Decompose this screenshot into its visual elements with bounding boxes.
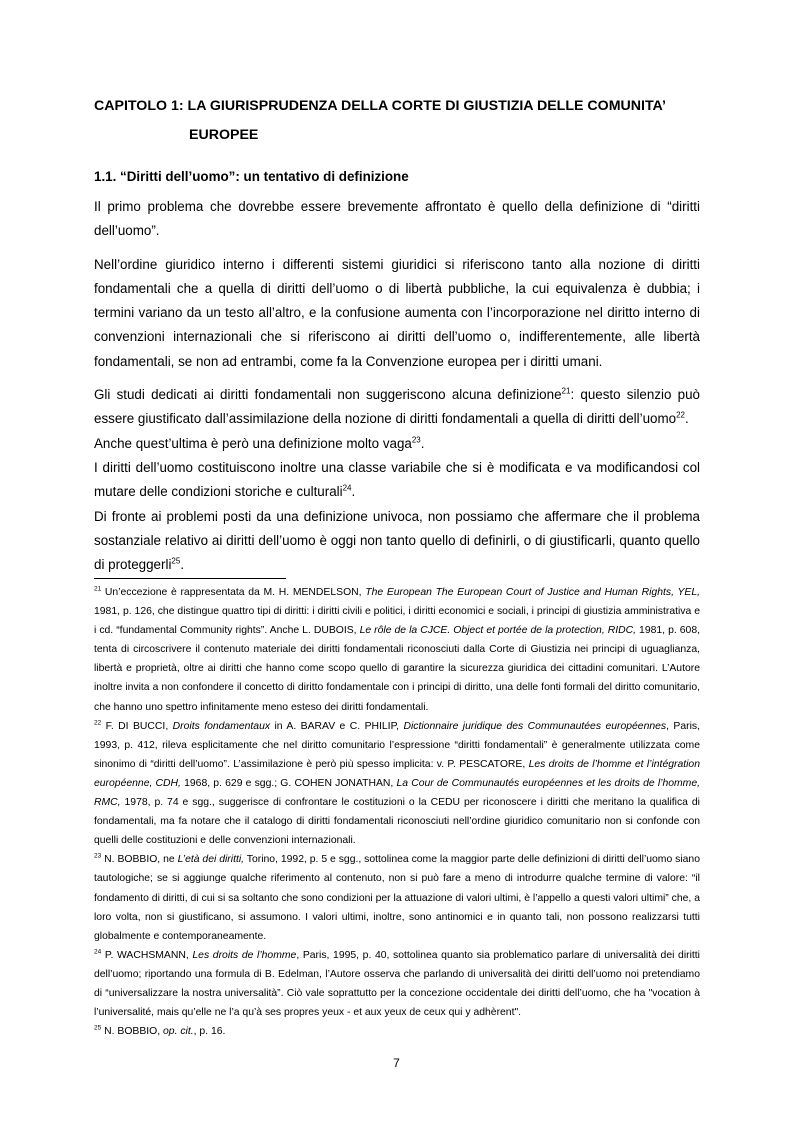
chapter-title-line1: CAPITOLO 1: LA GIURISPRUDENZA DELLA CORTE DI GIUSTIZIA DELLE COMUNITA’: [94, 98, 666, 114]
paragraph-4: Anche quest’ultima è però una definizione molto vaga$^{23}$.: [94, 435, 425, 451]
section-title: 1.1. “Diritti dell’uomo”: un tentativo di definizione: [94, 169, 409, 184]
footnote-25: $^{25}$ N. BOBBIO, op. cit., p. 16.: [94, 1024, 226, 1038]
paragraph-3: Gli studi dedicati ai diritti fondamentali non suggeriscono alcuna definizione$^{21}$: questo silenzio può essere giustificato dall’assimilazione della nozione di diritti fondamentali a quella di diritti dell’uomo$^{22}$.: [94, 386, 700, 427]
footnote-separator: [94, 578, 286, 579]
paragraph-6: Di fronte ai problemi posti da una definizione univoca, non possiamo che affermare che il problema sostanziale relativo ai diritti dell’uomo è oggi non tanto quello di definirli, o di giustificarli, quanto quello di proteggerli$^{25}$.: [94, 508, 700, 573]
footnote-24: $^{24}$ P. WACHSMANN, Les droits de l’homme, Paris, 1995, p. 40, sottolinea quanto sia problematico parlare di universalità dei diritti dell’uomo; riportando una formula di B. Edelman, l’Autore osserva che parlando di universalità dei diritti dell’uomo noi pretendiamo di “universalizzare la nostra universalità”. Ciò vale soprattutto per la concezione occidentale dei diritti dell’uomo, che ha "vocation à l’universalité, mais qu’elle ne l’a qu’à ses propres yeux - et aux yeux de ceux qui y adhèrent".: [94, 948, 700, 1019]
paragraph-5: I diritti dell’uomo costituiscono inoltre una classe variabile che si è modificata e va modificandosi col mutare delle condizioni storiche e culturali$^{24}$.: [94, 459, 700, 500]
footnote-22: $^{22}$ F. DI BUCCI, Droits fondamentaux in A. BARAV e C. PHILIP, Dictionnaire juridique des Communautées européennes, Paris, 1993, p. 412, rileva esplicitamente che nel diritto comunitario l’espressione “diritti fondamentali” è generalmente utilizzata come sinonimo di “diritti dell’uomo”. L’assimilazione è però più spesso implicita: v. P. PESCATORE, Les droits de l’homme et l’intégration européenne, CDH, 1968, p. 629 e sgg.; G. COHEN JONATHAN, La Cour de Communautés européennes et les droits de l’homme, RMC, 1978, p. 74 e sgg., suggerisce di confrontare le costituzioni o la CEDU per riconoscere i diritti che meritano la qualifica di fondamentali, ma fa notare che il catalogo di diritti fondamentali riconosciuti nell’ordine giuridico comunitario non si confonde con quelli delle costituzioni e delle convenzioni internazionali.: [94, 719, 700, 847]
paragraph-2: Nell’ordine giuridico interno i differenti sistemi giuridici si riferiscono tanto alla nozione di diritti fondamentali che a quella di diritti dell’uomo o di libertà pubbliche, la cui equivalenza è dubbia; i termini variano da un testo all’altro, e la confusione aumenta con l’incorporazione nel diritto interno di convenzioni internazionali che si riferiscono ai diritti dell’uomo o, indifferentemente, alle libertà fondamentali, se non ad entrambi, come fa la Convenzione europea per i diritti umani.: [94, 256, 700, 369]
footnote-23: $^{23}$ N. BOBBIO, ne L’età dei diritti, Torino, 1992, p. 5 e sgg., sottolinea come la maggior parte delle definizioni di diritti dell’uomo siano tautologiche; se si aggiunge qualche riferimento al contenuto, non si può fare a meno di introdurre qualche termine di valore: “il fondamento di diritti, di cui si sa soltanto che sono condizioni per la attuazione di valori ultimi, è l’appello a questi valori ultimi” che, a loro volta, non si giustificano, si assumono. I valori ultimi, inoltre, sono antinomici e in quanto tali, non possono realizzarsi tutti globalmente e contemporaneamente.: [94, 852, 700, 942]
footnotes: [94, 583, 700, 1041]
footnote-ref-23[interactable]: 23: [411, 435, 421, 445]
body-text: [94, 195, 700, 577]
chapter-title-line2: EUROPEE: [189, 127, 259, 143]
footnote-ref-21[interactable]: 21: [561, 386, 571, 396]
chapter-title: [94, 92, 714, 150]
footnote-ref-22[interactable]: 22: [676, 410, 685, 420]
footnote-21: $^{21}$ Un’eccezione è rappresentata da M. H. MENDELSON, The European The European Court of Justice and Human Rights, YEL, 1981, p. 126, che distingue quattro tipi di diritti: i diritti civili e politici, i diritti economici e sociali, i principi di giustizia amministrativa e i cd. “fundamental Community rights”. Anche L. DUBOIS, Le rôle de la CJCE. Object et portée de la protection, RIDC, 1981, p. 608, tenta di circoscrivere il contenuto materiale dei diritti fondamentali riconosciuti dalla Corte di Giustizia nei principi di uguaglianza, libertà e proprietà, oltre ai diritti che hanno come scopo quello di garantire la sicurezza giuridica dei cittadini comunitari. L’Autore inoltre invita a non confondere il concetto di diritto fondamentale con i principi di diritto, una delle fonti formali del diritto comunitario, che hanno uno spettro infinitamente meno esteso dei diritti fondamentali.: [94, 585, 700, 713]
footnote-ref-25[interactable]: 25: [171, 556, 181, 566]
paragraph-1: Il primo problema che dovrebbe essere brevemente affrontato è quello della definizione di “diritti dell’uomo”.: [94, 199, 700, 239]
footnote-ref-24[interactable]: 24: [342, 483, 352, 493]
page-number: 7: [393, 1056, 400, 1070]
